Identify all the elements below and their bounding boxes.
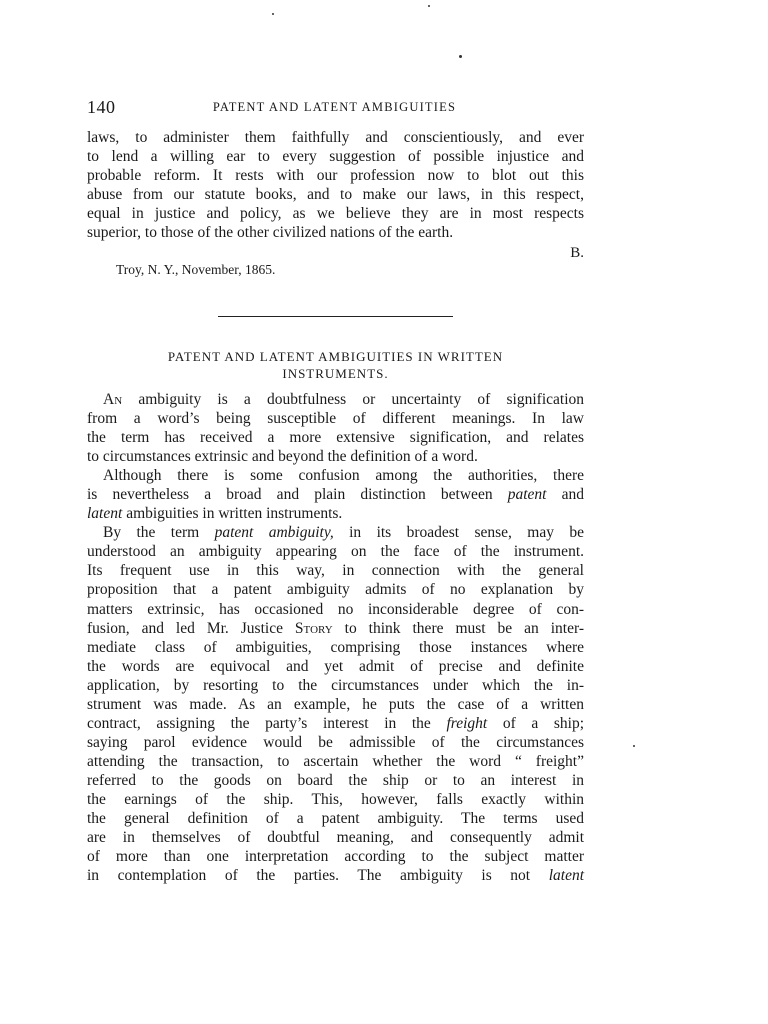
text-line: mediate class of ambiguities, comprising those instances where — [87, 638, 584, 656]
text-line: probable reform. It rests with our profession now to blot out this — [87, 167, 584, 185]
text-line: abuse from our statute books, and to make our laws, in this respect, — [87, 186, 584, 204]
italic-term: latent — [87, 505, 123, 523]
italic-term: freight — [446, 714, 488, 732]
text-line: to lend a willing ear to every suggestion of possible injustice and — [87, 148, 584, 166]
text-line: laws, to administer them faithfully and conscientiously, and ever — [87, 129, 584, 146]
line-text: fusion, and led Mr. Justice — [87, 619, 283, 637]
running-head — [87, 97, 582, 117]
text-line: the term has received a more extensive signification, and relates — [87, 429, 584, 447]
text-line — [87, 523, 584, 542]
text-line — [87, 866, 584, 885]
author-signoff: B. — [570, 245, 584, 261]
text-line: referred to the goods on board the ship or to an interest in — [87, 771, 584, 789]
article-title-line: INSTRUMENTS. — [282, 366, 389, 381]
italic-term: patent — [507, 486, 547, 504]
ink-speck — [272, 13, 274, 15]
text-line: the words are equivocal and yet admit of precise and definite — [87, 657, 584, 675]
text-line: understood an ambiguity appearing on the face of the instrument. — [87, 543, 584, 561]
text-line: of more than one interpretation according to the subject matter — [87, 848, 584, 866]
text-line: application, by resorting to the circumstances under which the in- — [87, 676, 584, 694]
text-line: matters extrinsic, has occasioned no inconsiderable degree of con- — [87, 600, 584, 618]
dateline: Troy, N. Y., November, 1865. — [116, 262, 276, 277]
text-line: Its frequent use in this way, in connection with the general — [87, 562, 584, 580]
article-title — [87, 348, 584, 382]
line-text: ambiguities in written instruments. — [126, 505, 343, 523]
text-line: proposition that a patent ambiguity admits of no explanation by — [87, 581, 584, 599]
line-text: ambiguity is a doubtfulness or uncertainty of signification — [138, 391, 585, 408]
line-text: contract, assigning the party’s interest in the — [87, 714, 431, 732]
article-title-line: PATENT AND LATENT AMBIGUITIES IN WRITTEN — [167, 349, 504, 364]
text-line — [87, 714, 584, 733]
small-caps-name: Story — [294, 619, 333, 637]
text-line: the general definition of a patent ambiguity. The terms used — [87, 810, 584, 828]
line-text: to think there must be an inter- — [344, 619, 585, 637]
running-title: PATENT AND LATENT AMBIGUITIES — [212, 100, 457, 114]
text-line — [87, 504, 584, 523]
line-text: in contemplation of the parties. The ambiguity is not — [87, 867, 531, 885]
line-text: in its broadest sense, may be — [349, 524, 585, 542]
text-line — [87, 390, 584, 409]
text-line: the earnings of the ship. This, however, falls exactly within — [87, 790, 584, 808]
article-body — [87, 390, 584, 885]
section-divider — [218, 316, 453, 317]
text-line — [87, 619, 584, 638]
text-line: strument was made. As an example, he puts the case of a written — [87, 695, 584, 713]
text-line: to circumstances extrinsic and beyond the definition of a word. — [87, 448, 478, 466]
line-text: is nevertheless a broad and plain distinction between — [87, 486, 493, 504]
line-text: and — [561, 486, 585, 504]
text-line: saying parol evidence would be admissible of the circumstances — [87, 733, 584, 751]
page-number: 140 — [87, 97, 116, 117]
text-line: equal in justice and policy, as we believe they are in most respects — [87, 205, 584, 223]
text-line: superior, to those of the other civilized nations of the earth. — [87, 224, 454, 242]
italic-term: patent ambiguity, — [214, 524, 334, 542]
previous-article-closing — [87, 128, 584, 261]
ink-speck — [633, 745, 635, 747]
text-line — [87, 485, 584, 504]
italic-term: latent — [548, 867, 585, 885]
line-text: By the term — [103, 524, 200, 542]
ink-speck — [459, 55, 462, 58]
line-text: of a ship; — [502, 714, 585, 732]
text-line: are in themselves of doubtful meaning, and consequently admit — [87, 829, 584, 847]
text-line: Although there is some confusion among the authorities, there — [103, 467, 584, 485]
text-line: from a word’s being susceptible of different meanings. In law — [87, 410, 584, 428]
text-line: attending the transaction, to ascertain whether the word “ freight” — [87, 752, 584, 770]
ink-speck — [428, 5, 430, 7]
lead-word: An — [103, 391, 123, 408]
